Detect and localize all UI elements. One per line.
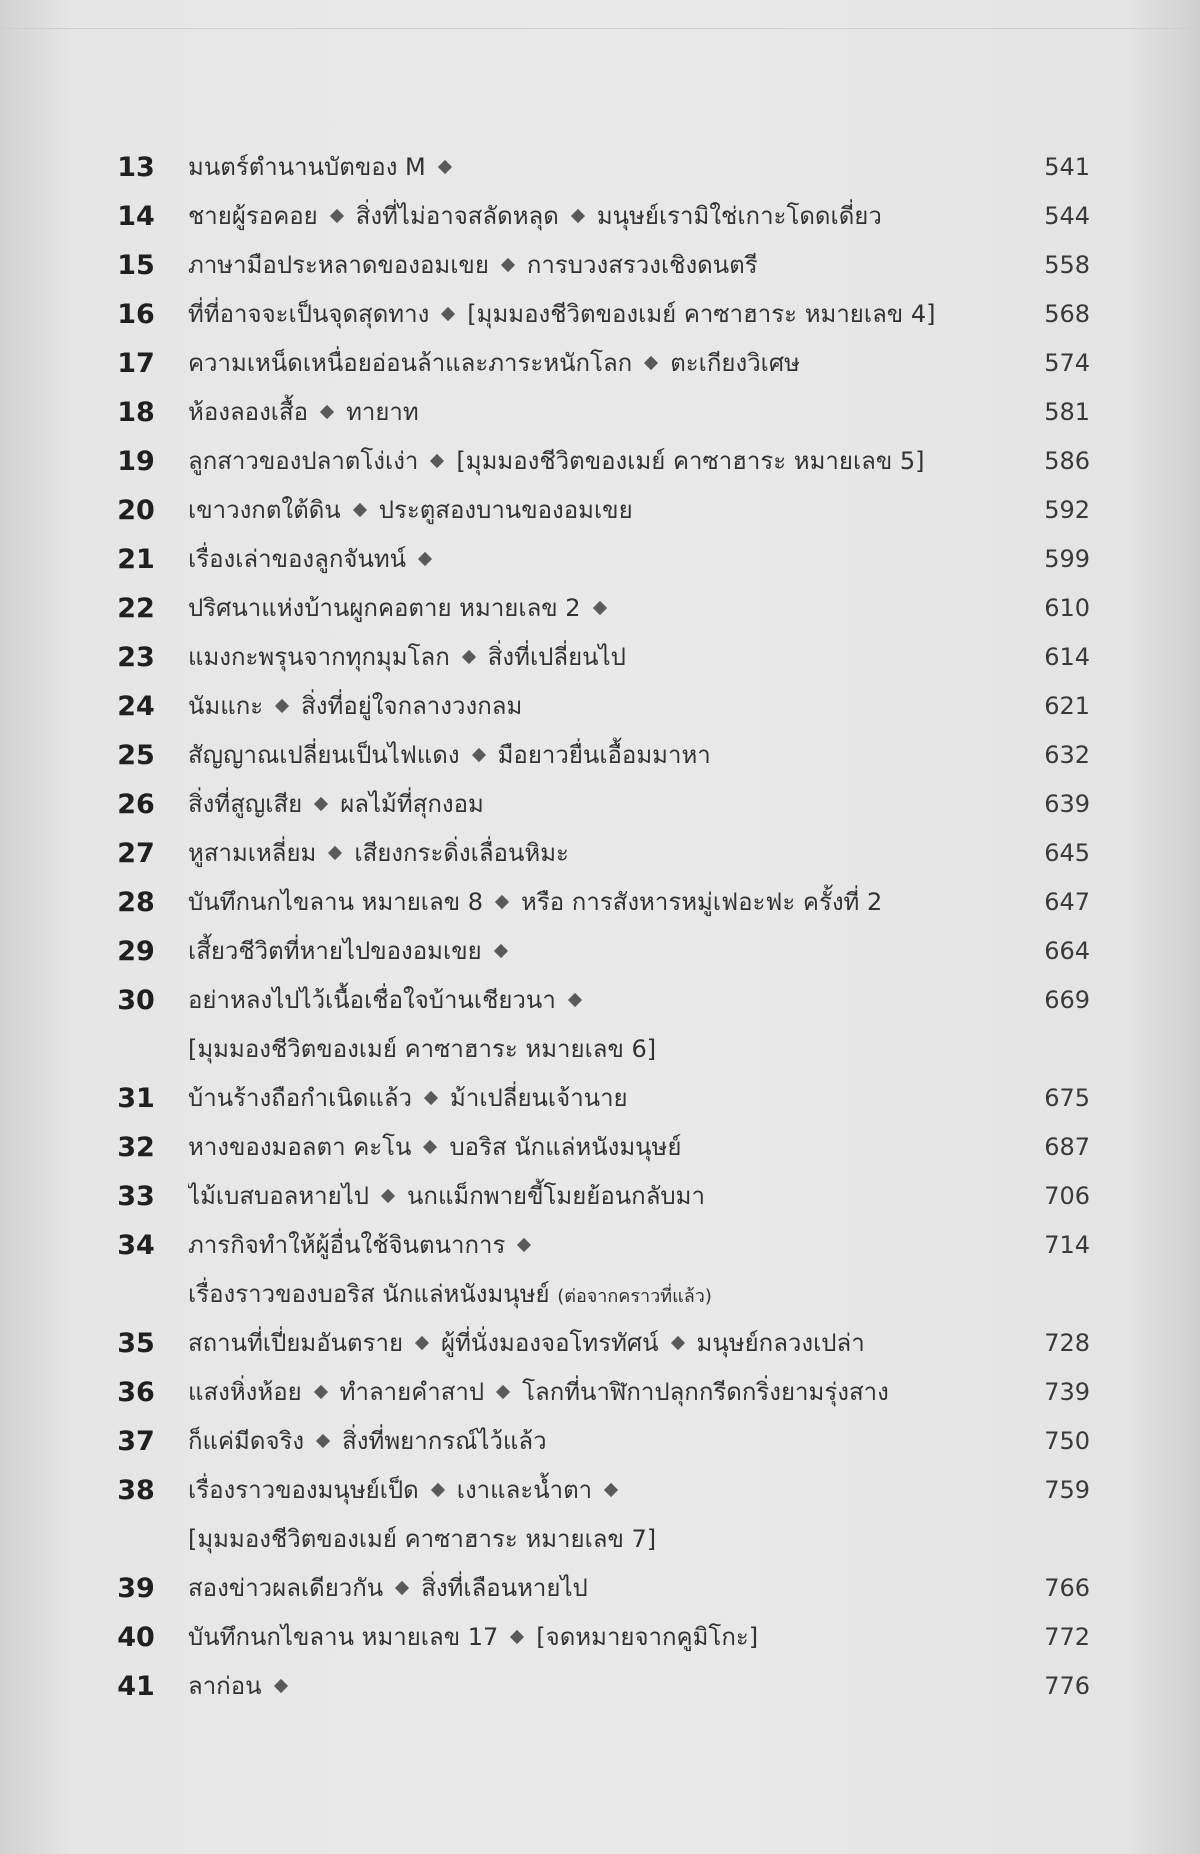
page-number: 766 [1044,1574,1090,1602]
diamond-separator-icon [316,1433,330,1447]
page-number: 739 [1044,1378,1090,1406]
chapter-number: 14 [117,201,155,232]
chapter-title-part: ทำลายคำสาป [339,1378,485,1406]
diamond-separator-icon [395,1580,409,1594]
chapter-title-part: มนุษย์เรามิใช่เกาะโดดเดี่ยว [596,202,882,230]
chapter-title [188,1074,1070,1123]
diamond-separator-icon [275,698,289,712]
chapter-title [188,1368,1070,1417]
chapter-title [188,290,1070,339]
chapter-title-part: ผลไม้ที่สุกงอม [340,790,484,818]
chapter-title [188,1270,1070,1321]
chapter-title-part: แสงหิ่งห้อย [188,1378,302,1406]
page-number: 776 [1044,1672,1090,1700]
chapter-title [188,731,1070,780]
chapter-title-part: แมงกะพรุนจากทุกมุมโลก [188,643,450,671]
chapter-title-part: [จดหมายจากคูมิโกะ] [536,1623,759,1651]
chapter-title-part: มนตร์ตำนานบัตของ M [188,153,426,181]
chapter-title [188,682,1070,731]
chapter-title-part: สิ่งที่ไม่อาจสลัดหลุด [355,202,559,230]
diamond-separator-icon [495,894,509,908]
chapter-title [188,1662,1070,1711]
toc-row [0,1025,1200,1074]
chapter-title-part: สองข่าวผลเดียวกัน [188,1574,384,1602]
page-number: 639 [1044,790,1090,818]
chapter-number: 41 [117,1671,155,1702]
chapter-title [188,1564,1070,1613]
chapter-number: 25 [117,740,155,771]
diamond-separator-icon [670,1335,684,1349]
chapter-title [188,976,1070,1025]
toc-row [0,535,1200,584]
page-number: 581 [1044,398,1090,426]
chapter-title-part: ชายผู้รอคอย [188,202,318,230]
chapter-title-part: เขาวงกตใต้ดิน [188,496,341,524]
toc-row [0,829,1200,878]
chapter-title-part: ความเหน็ดเหนื่อยอ่อนล้าและภาระหนักโลก [188,349,633,377]
chapter-title-part: สัญญาณเปลี่ยนเป็นไฟแดง [188,741,460,769]
chapter-title [188,584,1070,633]
chapter-title-part: หางของมอลตา คะโน [188,1133,412,1161]
chapter-title [188,633,1070,682]
page-number: 647 [1044,888,1090,916]
chapter-title [188,486,1070,535]
toc-row [0,878,1200,927]
chapter-title-part: ก็แค่มีดจริง [188,1427,305,1455]
chapter-title-part: ลูกสาวของปลาตโง่เง่า [188,447,419,475]
chapter-number: 26 [117,789,155,820]
chapter-number: 35 [117,1328,155,1359]
toc-row [0,1172,1200,1221]
diamond-separator-icon [273,1678,287,1692]
chapter-number: 16 [117,299,155,330]
toc-row [0,1417,1200,1466]
chapter-number: 40 [117,1622,155,1653]
toc-row [0,388,1200,437]
chapter-title [188,1515,1070,1564]
chapter-title-part: [มุมมองชีวิตของเมย์ คาซาฮาระ หมายเลข 4] [467,300,936,328]
diamond-separator-icon [462,649,476,663]
chapter-number: 29 [117,936,155,967]
chapter-title-part: ภาษามือประหลาดของอมเขย [188,251,489,279]
diamond-separator-icon [494,943,508,957]
chapter-number: 30 [117,985,155,1016]
chapter-title-part: นัมแกะ [188,692,264,720]
diamond-separator-icon [593,600,607,614]
chapter-number: 21 [117,544,155,575]
chapter-title-part: อย่าหลงไปไว้เนื้อเชื่อใจบ้านเชียวนา [188,986,556,1014]
diamond-separator-icon [353,502,367,516]
diamond-separator-icon [330,208,344,222]
chapter-title-part: ลาก่อน [188,1672,262,1700]
page-number: 675 [1044,1084,1090,1112]
toc-row [0,290,1200,339]
chapter-number: 13 [117,152,155,183]
page-number: 621 [1044,692,1090,720]
table-of-contents [0,143,1200,1711]
chapter-number: 33 [117,1181,155,1212]
toc-row [0,1662,1200,1711]
chapter-title-part: สิ่งที่สูญเสีย [188,790,303,818]
toc-row [0,927,1200,976]
chapter-title [188,437,1070,486]
chapter-number: 19 [117,446,155,477]
diamond-separator-icon [320,404,334,418]
page-number: 728 [1044,1329,1090,1357]
chapter-title-part: เงาและน้ำตา [456,1476,593,1504]
diamond-separator-icon [438,159,452,173]
diamond-separator-icon [571,208,585,222]
toc-row [0,976,1200,1025]
chapter-number: 34 [117,1230,155,1261]
toc-row [0,1319,1200,1368]
chapter-title-part: เรื่องราวของบอริส นักแล่หนังมนุษย์ [188,1280,550,1308]
chapter-title-part: บ้านร้างถือกำเนิดแล้ว [188,1084,413,1112]
page-number: 669 [1044,986,1090,1014]
page-number: 574 [1044,349,1090,377]
chapter-title [188,1613,1070,1662]
diamond-separator-icon [424,1090,438,1104]
chapter-number: 28 [117,887,155,918]
chapter-title-part: ม้าเปลี่ยนเจ้านาย [450,1084,628,1112]
chapter-title-part: มือยาวยื่นเอื้อมมาหา [497,741,711,769]
chapter-number: 38 [117,1475,155,1506]
chapter-title-part: สิ่งที่พยากรณ์ไว้แล้ว [342,1427,547,1455]
chapter-number: 31 [117,1083,155,1114]
chapter-title [188,1319,1070,1368]
chapter-number: 27 [117,838,155,869]
page-number: 544 [1044,202,1090,230]
chapter-title-part: นกแม็กพายขี้โมยย้อนกลับมา [407,1182,705,1210]
diamond-separator-icon [430,453,444,467]
chapter-title [188,1466,1070,1515]
chapter-title-part: [มุมมองชีวิตของเมย์ คาซาฮาระ หมายเลข 7] [188,1525,657,1553]
toc-row [0,1074,1200,1123]
chapter-title-part: ภารกิจทำให้ผู้อื่นใช้จินตนาการ [188,1231,506,1259]
chapter-title [188,829,1070,878]
chapter-title-part: สิ่งที่เลือนหายไป [421,1574,588,1602]
chapter-title [188,878,1070,927]
toc-row [0,1466,1200,1515]
page-number: 592 [1044,496,1090,524]
chapter-number: 17 [117,348,155,379]
toc-row [0,143,1200,192]
page-number: 714 [1044,1231,1090,1259]
page-number: 706 [1044,1182,1090,1210]
chapter-title [188,241,1070,290]
toc-row [0,241,1200,290]
diamond-separator-icon [314,796,328,810]
chapter-number: 20 [117,495,155,526]
toc-row [0,1221,1200,1270]
diamond-separator-icon [418,551,432,565]
diamond-separator-icon [510,1629,524,1643]
chapter-number: 39 [117,1573,155,1604]
chapter-title-part: บันทึกนกไขลาน หมายเลข 17 [188,1623,499,1651]
toc-row [0,339,1200,388]
chapter-title [188,388,1070,437]
toc-row [0,682,1200,731]
chapter-title-part: บันทึกนกไขลาน หมายเลข 8 [188,888,484,916]
chapter-title-part: ปริศนาแห่งบ้านผูกคอตาย หมายเลข 2 [188,594,581,622]
chapter-title [188,1417,1070,1466]
chapter-title-part: โลกที่นาฬิกาปลุกกรีดกริ่งยามรุ่งสาง [522,1378,889,1406]
chapter-title-part: เสียงกระดิ่งเลื่อนหิมะ [354,839,569,867]
chapter-title [188,535,1070,584]
diamond-separator-icon [568,992,582,1006]
chapter-number: 37 [117,1426,155,1457]
chapter-title-part: ห้องลองเสื้อ [188,398,309,426]
diamond-separator-icon [415,1335,429,1349]
chapter-number: 32 [117,1132,155,1163]
toc-row [0,633,1200,682]
chapter-title-part: ไม้เบสบอลหายไป [188,1182,369,1210]
chapter-title [188,780,1070,829]
toc-row [0,731,1200,780]
diamond-separator-icon [472,747,486,761]
chapter-title-part: การบวงสรวงเชิงดนตรี [526,251,758,279]
toc-row [0,1515,1200,1564]
diamond-separator-icon [314,1384,328,1398]
chapter-title-part: ประตูสองบานของอมเขย [378,496,633,524]
page-number: 664 [1044,937,1090,965]
chapter-title [188,1025,1070,1074]
diamond-separator-icon [441,306,455,320]
page-number: 558 [1044,251,1090,279]
chapter-title-part: สถานที่เปี่ยมอันตราย [188,1329,404,1357]
chapter-number: 23 [117,642,155,673]
chapter-number: 15 [117,250,155,281]
toc-row [0,437,1200,486]
toc-row [0,1368,1200,1417]
chapter-title-part: ตะเกียงวิเศษ [670,349,800,377]
diamond-separator-icon [501,257,515,271]
toc-row [0,486,1200,535]
chapter-number: 22 [117,593,155,624]
diamond-separator-icon [423,1139,437,1153]
chapter-title-part: เรื่องเล่าของลูกจันทน์ [188,545,407,573]
chapter-title [188,339,1070,388]
chapter-title-part: สิ่งที่อยู่ใจกลางวงกลม [301,692,523,720]
toc-row [0,1564,1200,1613]
page-number: 645 [1044,839,1090,867]
chapter-title [188,1221,1070,1270]
page-number: 632 [1044,741,1090,769]
page-edge-line [0,28,1200,29]
page-number: 599 [1044,545,1090,573]
diamond-separator-icon [431,1482,445,1496]
page-number: 614 [1044,643,1090,671]
chapter-title-note: (ต่อจากคราวที่แล้ว) [557,1286,712,1307]
toc-row [0,780,1200,829]
chapter-title-part: [มุมมองชีวิตของเมย์ คาซาฮาระ หมายเลข 5] [456,447,925,475]
page-number: 610 [1044,594,1090,622]
chapter-number: 36 [117,1377,155,1408]
page-number: 759 [1044,1476,1090,1504]
toc-row [0,1123,1200,1172]
chapter-title-part: เรื่องราวของมนุษย์เป็ด [188,1476,419,1504]
chapter-title-part: ทายาท [346,398,419,426]
chapter-title-part: ผู้ที่นั่งมองจอโทรทัศน์ [441,1329,659,1357]
chapter-title [188,1172,1070,1221]
toc-row [0,1270,1200,1319]
diamond-separator-icon [328,845,342,859]
page-number: 568 [1044,300,1090,328]
page-number: 586 [1044,447,1090,475]
page-number: 687 [1044,1133,1090,1161]
toc-row [0,192,1200,241]
chapter-title [188,1123,1070,1172]
page-number: 750 [1044,1427,1090,1455]
chapter-title-part: หูสามเหลี่ยม [188,839,317,867]
chapter-number: 18 [117,397,155,428]
chapter-title-part: หรือ การสังหารหมู่เฟอะฟะ ครั้งที่ 2 [521,888,883,916]
diamond-separator-icon [496,1384,510,1398]
diamond-separator-icon [644,355,658,369]
chapter-title-part: เสี้ยวชีวิตที่หายไปของอมเขย [188,937,482,965]
chapter-title [188,927,1070,976]
diamond-separator-icon [604,1482,618,1496]
chapter-title [188,143,1070,192]
chapter-title-part: สิ่งที่เปลี่ยนไป [487,643,626,671]
toc-row [0,584,1200,633]
page-number: 541 [1044,153,1090,181]
chapter-title [188,192,1070,241]
diamond-separator-icon [517,1237,531,1251]
page-number: 772 [1044,1623,1090,1651]
chapter-title-part: บอริส นักแล่หนังมนุษย์ [449,1133,682,1161]
diamond-separator-icon [381,1188,395,1202]
chapter-title-part: [มุมมองชีวิตของเมย์ คาซาฮาระ หมายเลข 6] [188,1035,657,1063]
chapter-number: 24 [117,691,155,722]
chapter-title-part: มนุษย์กลวงเปล่า [696,1329,865,1357]
toc-row [0,1613,1200,1662]
chapter-title-part: ที่ที่อาจจะเป็นจุดสุดทาง [188,300,430,328]
